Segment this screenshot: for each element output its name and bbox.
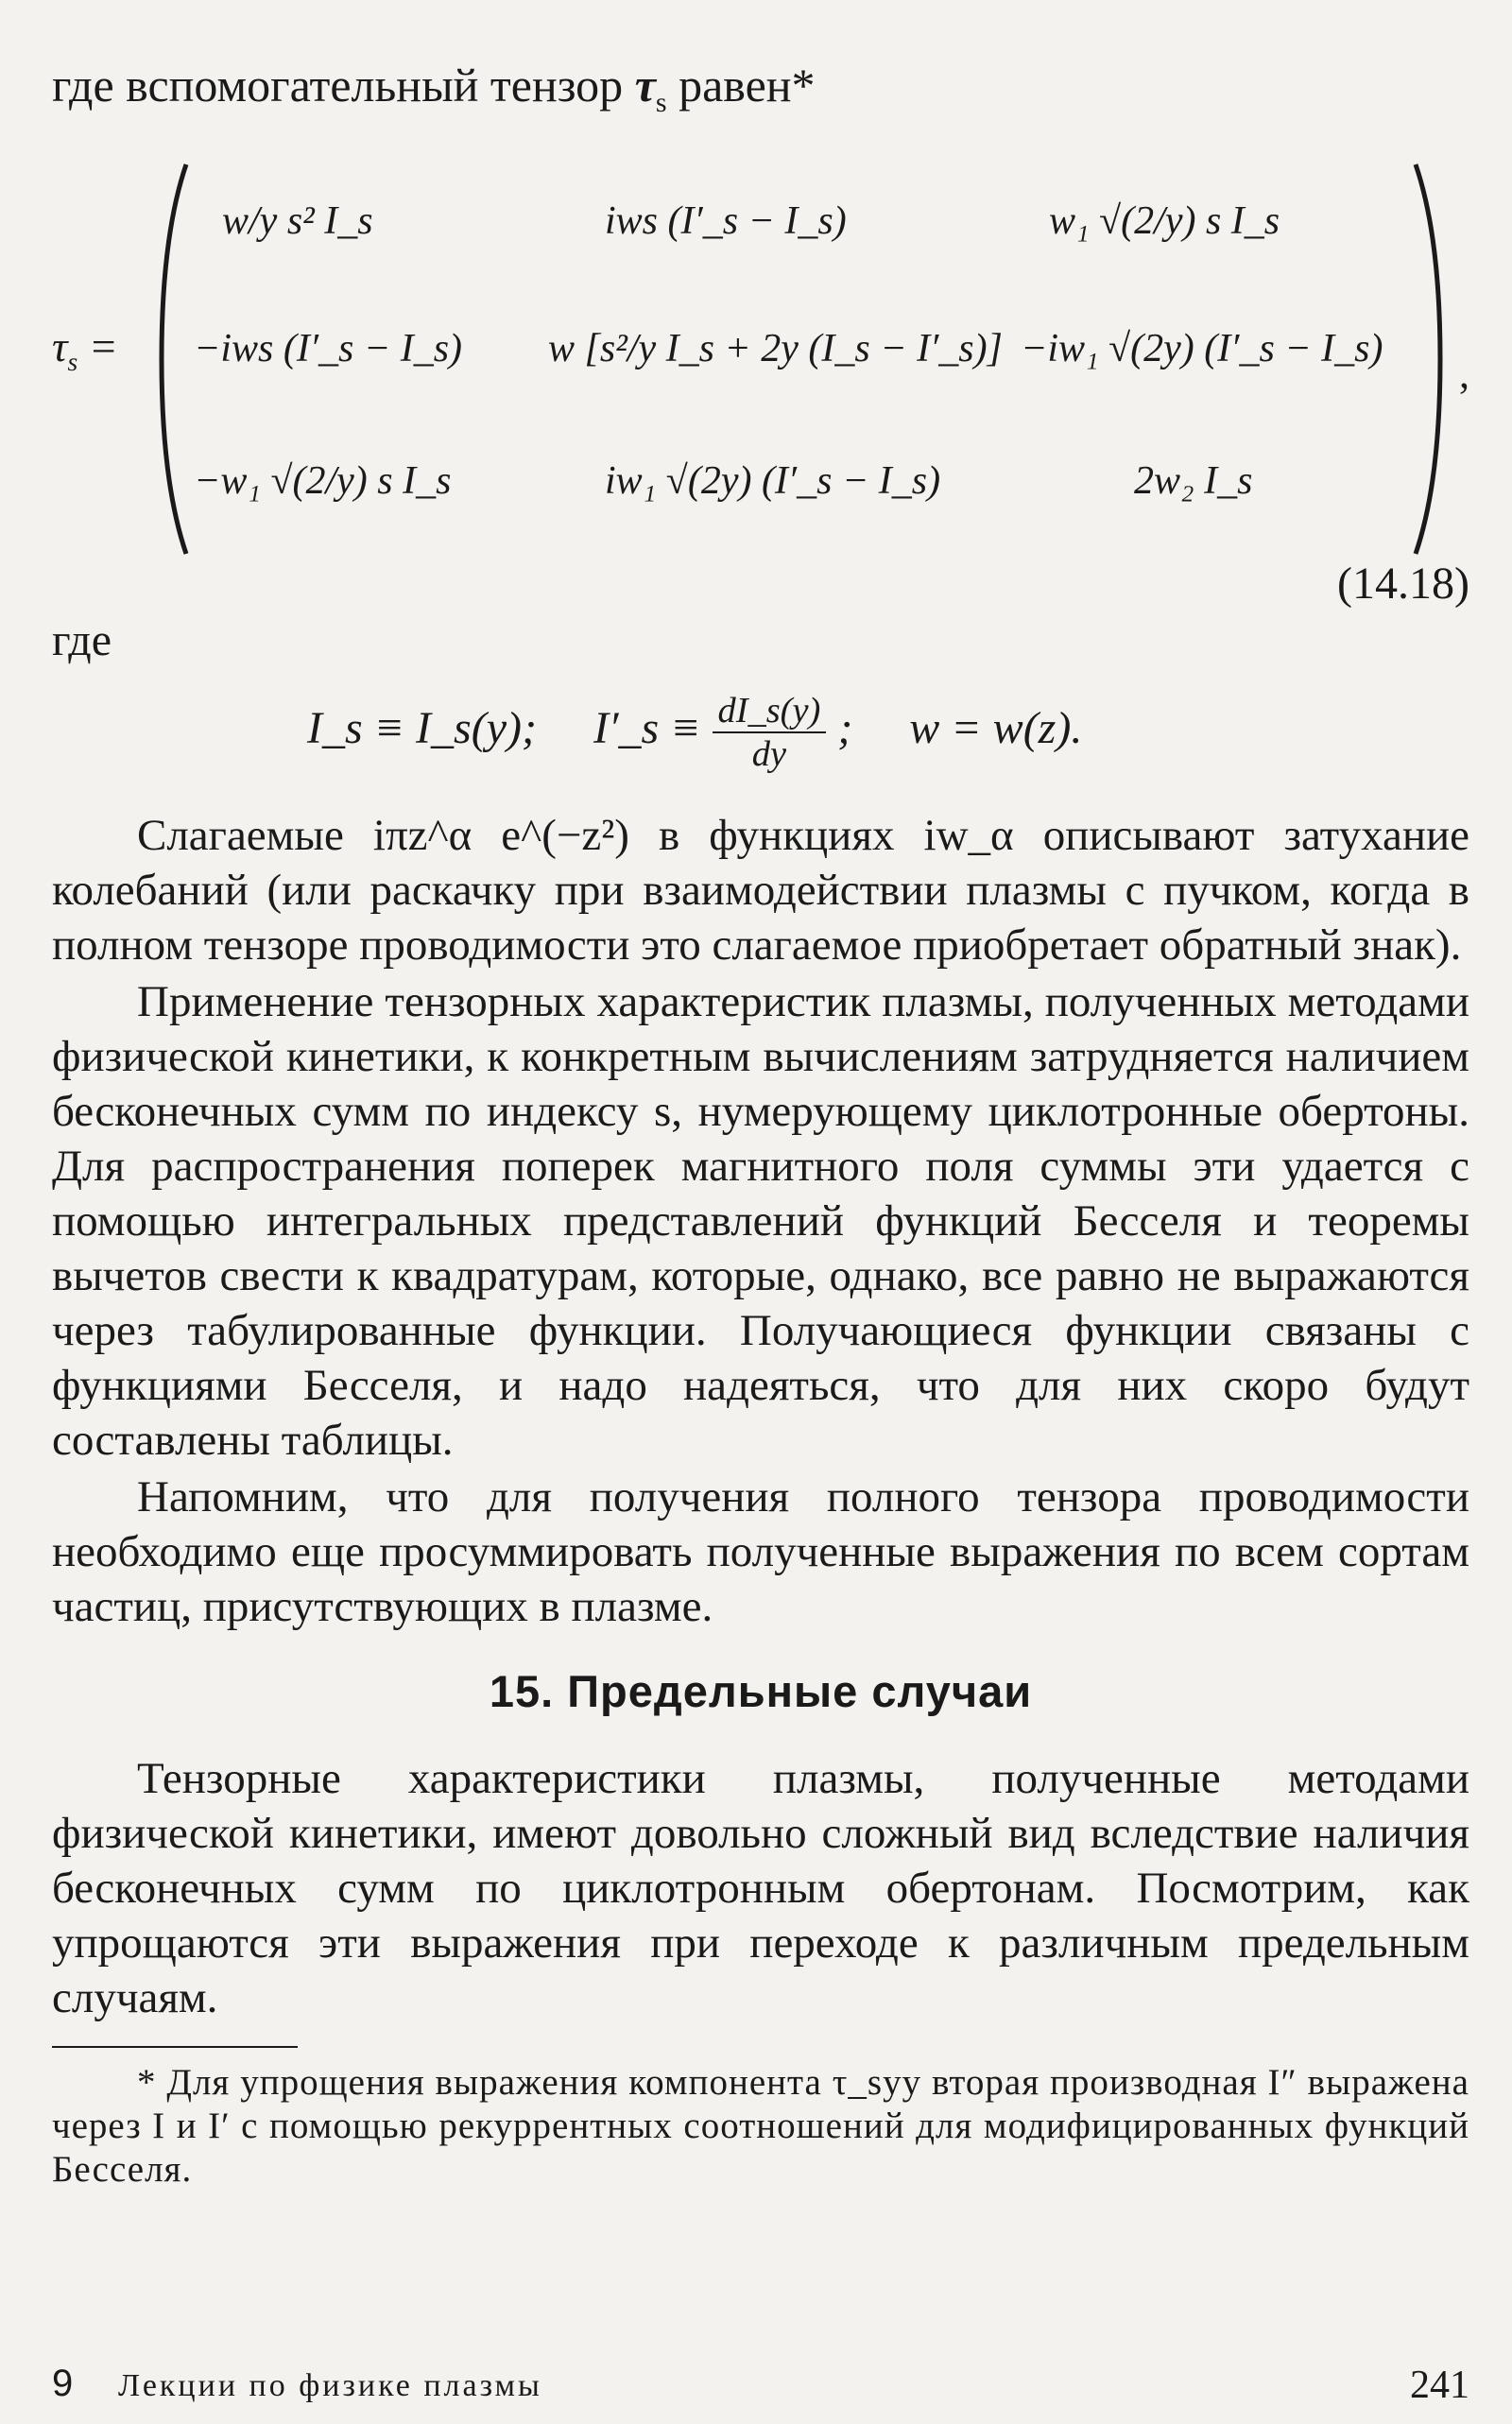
definition-3: w = w(z).	[909, 703, 1083, 754]
section-heading: 15. Предельные случаи	[489, 1666, 1033, 1716]
left-parenthesis-icon	[156, 161, 194, 558]
intro-before: где вспомогательный тензор	[52, 59, 635, 112]
cell-2-2: w [s²/y I_s + 2y (I_s − I′_s)]	[548, 327, 1003, 370]
footnote-rule	[52, 2046, 298, 2048]
where-label: где	[52, 615, 112, 665]
paragraph-3: Напомним, что для получения полного тензора проводимости необходимо еще просуммировать полученные выражения по всем сортам частиц, присутствующих в плазме.	[52, 1472, 1469, 1631]
tau-subscript: s	[655, 87, 667, 118]
equation-number: (14.18)	[1337, 559, 1469, 609]
derivative-fraction	[713, 690, 827, 775]
cell-3-2: iw₁ √(2y) (I′_s − I_s)	[605, 459, 941, 503]
matrix-comma: ,	[1459, 351, 1469, 397]
fraction-denominator: dy	[751, 734, 787, 774]
intro-line	[52, 57, 816, 131]
page-number: 241	[1410, 2364, 1469, 2407]
tau-symbol: τ	[634, 59, 656, 112]
tensor-matrix	[52, 161, 1469, 558]
cell-3-3: 2w₂ I_s	[1134, 459, 1253, 503]
definition-separator: ;	[837, 703, 853, 754]
cell-1-1: w/y s² I_s	[222, 199, 373, 243]
matrix-cells	[189, 161, 1427, 558]
body-text	[52, 808, 1469, 2192]
matrix-lhs-symbol: τ	[52, 322, 68, 370]
cell-1-2: iws (I′_s − I_s)	[605, 199, 847, 243]
cell-2-3: −iw₁ √(2y) (I′_s − I_s)	[1021, 327, 1383, 370]
definition-2-lhs: I′_s ≡	[593, 703, 701, 754]
matrix-lhs: $\tau_s$ =	[52, 322, 118, 377]
footnote: * Для упрощения выражения компонента τ_syy вторая производная I″ выражена через I и I′ с помощью рекуррентных соотношений для модифицированных функций Бесселя.	[52, 2062, 1469, 2190]
cell-3-1: −w₁ √(2/y) s I_s	[194, 459, 452, 503]
fraction-numerator: dI_s(y)	[713, 690, 827, 733]
cell-2-1: −iws (I′_s − I_s)	[194, 327, 463, 370]
intro-after: равен*	[666, 59, 816, 112]
section-paragraph: Тензорные характеристики плазмы, полученные методами физической кинетики, имеют довольно сложный вид вследствие наличия бесконечных сумм по циклотронным обертонам. Посмотрим, как упрощаются эти выражения при переходе к различным предельным случаям.	[52, 1754, 1469, 2022]
paragraph-1: Слагаемые iπz^α e^(−z²) в функциях iw_α описывают затухание колебаний (или раскачку при взаимодействии плазмы с пучком, когда в полном тензоре проводимости это слагаемое приобретает обратный знак).	[52, 811, 1469, 970]
definitions-line	[307, 690, 1082, 775]
paragraph-2: Применение тензорных характеристик плазмы, полученных методами физической кинетики, к конкретным вычислениям затрудняется наличием бесконечных сумм по индексу s, нумерующему циклотронные обертоны. Для распространения поперек магнитного поля суммы эти удается с помощью интегральных представлений функций Бесселя и теоремы вычетов свести к квадратурам, которые, однако, все равно не выражаются через табулированные функции. Получающиеся функции связаны с функциями Бесселя, и надо надеяться, что для них скоро будут составлены таблицы.	[52, 977, 1469, 1465]
signature-mark: 9	[52, 2363, 74, 2404]
running-title: Лекции по физике плазмы	[118, 2368, 542, 2403]
definition-1: I_s ≡ I_s(y);	[307, 703, 537, 754]
cell-1-3: w₁ √(2/y) s I_s	[1049, 199, 1280, 243]
matrix-lhs-sub: s	[67, 347, 78, 377]
